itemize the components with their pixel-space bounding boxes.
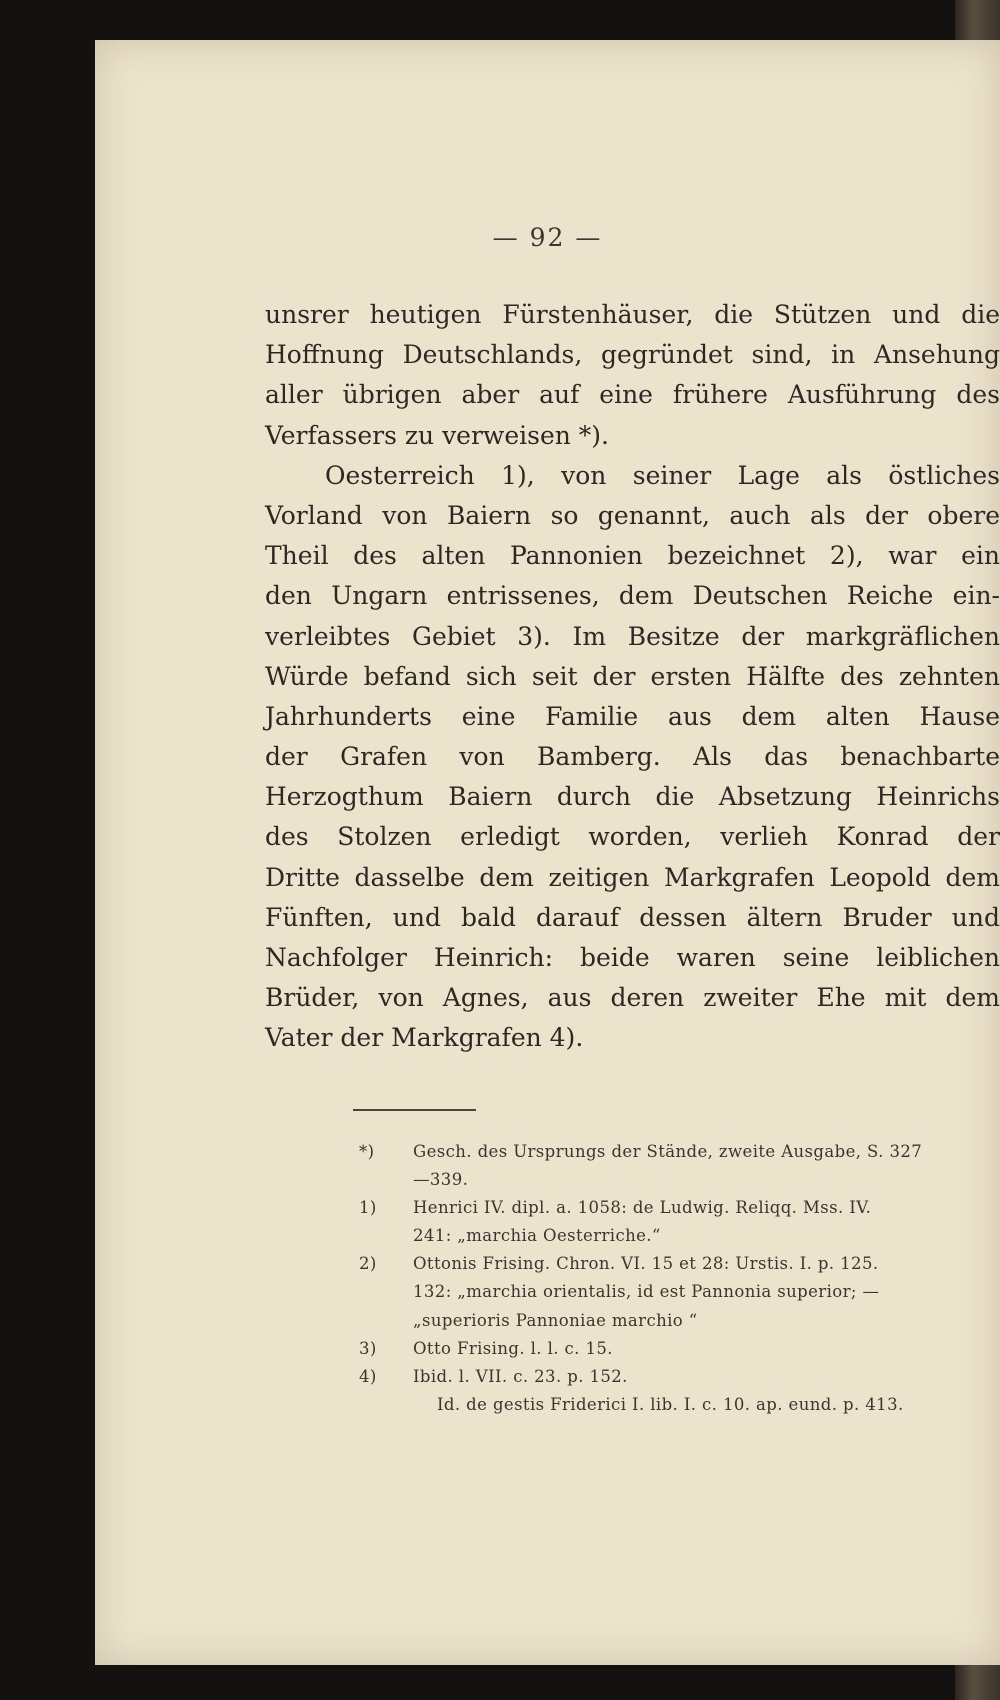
text-line: Hoffnung Deutschlands, gegründet sind, in Ansehung (265, 340, 1000, 370)
footnote-line (359, 1250, 999, 1278)
footnote-line (359, 1363, 999, 1391)
text-line: des Stolzen erledigt worden, verlieh Konrad der (265, 822, 1000, 852)
footnote-line (375, 1166, 999, 1194)
text-line: Würde befand sich seit der ersten Hälfte des zehnten (265, 661, 1000, 691)
footnote-marker: 1) (359, 1198, 377, 1218)
text-line: unsrer heutigen Fürstenhäuser, die Stützen und die (265, 300, 1000, 329)
text-line: Oesterreich 1), von seiner Lage als östliches (325, 460, 1000, 490)
footnote-text: Otto Frising. l. l. c. 15. (413, 1338, 613, 1358)
footnote-line (375, 1278, 999, 1306)
footnote-marker: 4) (359, 1366, 377, 1386)
text-line: Dritte dasselbe dem zeitigen Markgrafen Leopold dem (265, 862, 1000, 892)
footnote-line (375, 1222, 999, 1250)
footnotes (359, 1138, 999, 1419)
footnote-line (375, 1391, 999, 1419)
footnote-text: Ottonis Frising. Chron. VI. 15 et 28: Urstis. I. p. 125. (413, 1254, 879, 1274)
footnote-text: „superioris Pannoniae marchio “ (413, 1310, 698, 1330)
text-line: aller übrigen aber auf eine frühere Ausführung des (265, 380, 1000, 410)
text-line: verleibtes Gebiet 3). Im Besitze der markgräflichen (265, 621, 1000, 651)
footnote-text: 132: „marchia orientalis, id est Pannonia superior; — (413, 1282, 880, 1302)
book-page (95, 40, 1000, 1665)
footnote-line (375, 1307, 999, 1335)
text-line: der Grafen von Bamberg. Als das benachbarte (265, 742, 1000, 772)
text-line: Vorland von Baiern so genannt, auch als der obere (265, 500, 1000, 530)
footnote-line (359, 1194, 999, 1222)
text-line: Brüder, von Agnes, aus deren zweiter Ehe mit dem (265, 983, 1000, 1013)
text-line: Theil des alten Pannonien bezeichnet 2), war ein (265, 541, 1000, 571)
footnote-text: Id. de gestis Friderici I. lib. I. c. 10. ap. eund. p. 413. (437, 1394, 904, 1414)
footnote-text: —339. (413, 1170, 469, 1190)
footnote-marker: 2) (359, 1254, 377, 1274)
footnote-marker: 3) (359, 1338, 377, 1358)
footnote-divider (353, 1109, 476, 1111)
text-line: Verfassers zu verweisen *). (265, 420, 609, 450)
text-line: Jahrhunderts eine Familie aus dem alten Hause (265, 701, 1000, 731)
footnote-text: Henrici IV. dipl. a. 1058: de Ludwig. Reliqq. Mss. IV. (413, 1198, 872, 1218)
text-line: Herzogthum Baiern durch die Absetzung Heinrichs (265, 782, 1000, 812)
footnote-line (359, 1335, 999, 1363)
footnote-line (359, 1138, 999, 1166)
text-line: Fünften, und bald darauf dessen ältern Bruder und (265, 902, 1000, 932)
text-line: Nachfolger Heinrich: beide waren seine leiblichen (265, 943, 1000, 972)
footnote-marker: *) (359, 1142, 375, 1161)
text-line: den Ungarn entrissenes, dem Deutschen Reiche ein- (265, 581, 1000, 611)
footnote-text: Gesch. des Ursprungs der Stände, zweite Ausgabe, S. 327 (413, 1142, 923, 1161)
body-text (265, 295, 1000, 1059)
text-line: Vater der Markgrafen 4). (265, 1023, 584, 1053)
footnote-text: Ibid. l. VII. c. 23. p. 152. (413, 1366, 628, 1386)
footnote-text: 241: „marchia Oesterriche.“ (413, 1226, 661, 1246)
page-number: — 92 — (492, 223, 603, 252)
